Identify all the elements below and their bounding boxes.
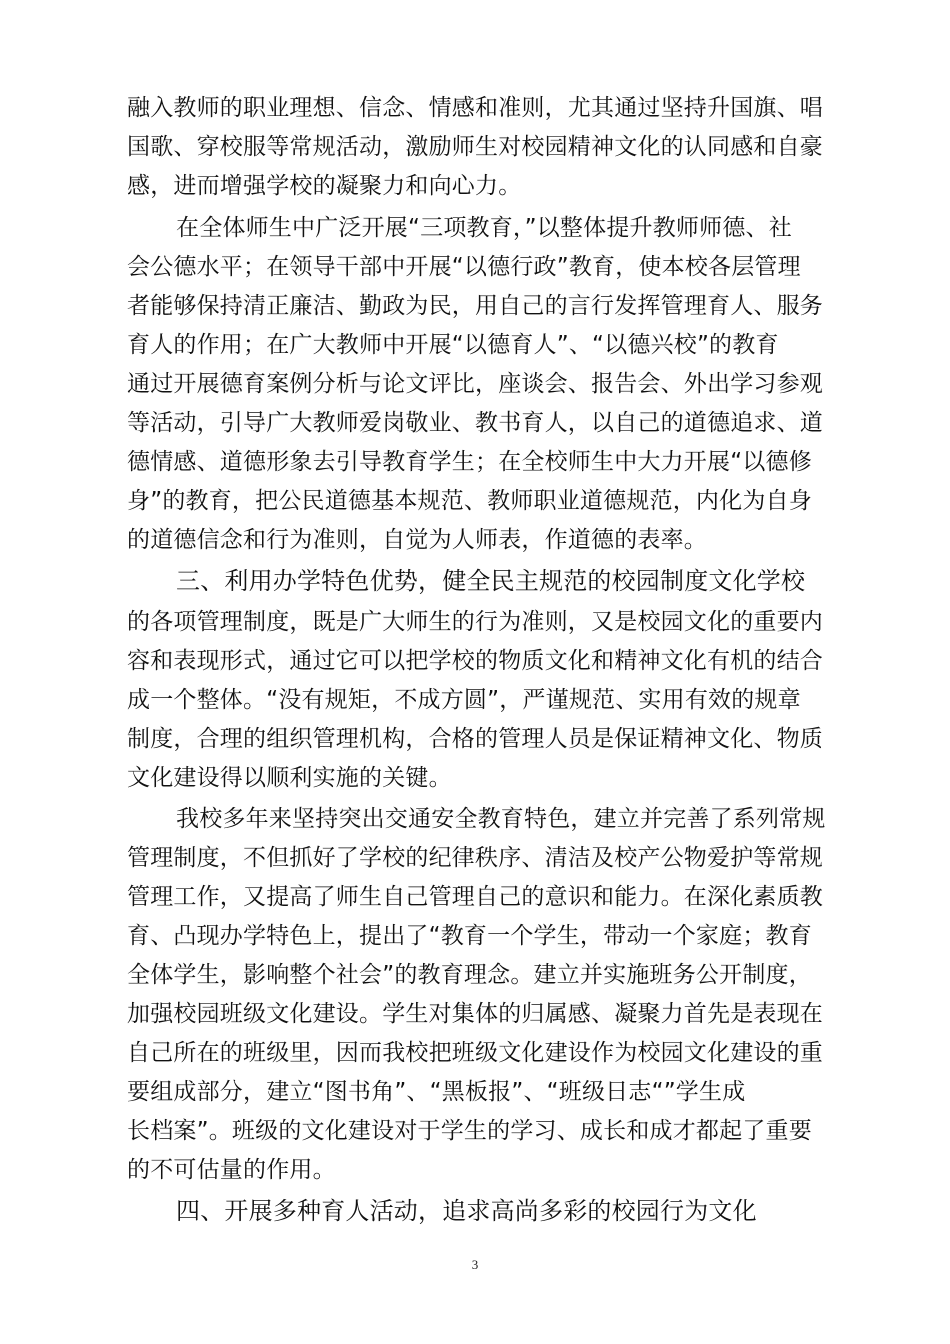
section-heading-4: 四、开展多种育人活动，追求高尚多彩的校园行为文化 [176,1197,757,1225]
text-line: 会公德水平；在领导干部中开展“以德行政”教育，使本校各层管理 [127,254,801,280]
text-line: 成一个整体。“没有规矩，不成方圆”，严谨规范、实用有效的规章 [127,687,801,713]
text-line: 加强校园班级文化建设。学生对集体的归属感、凝聚力首先是表现在 [127,1001,823,1027]
text-line: 德情感、道德形象去引导教育学生；在全校师生中大力开展“以德修 [127,449,812,475]
text-line: 的不可估量的作用。 [127,1157,336,1183]
text-line: 融入教师的职业理想、信念、情感和准则，尤其通过坚持升国旗、唱 [127,95,823,121]
paragraph-first-line: 在全体师生中广泛开展“三项教育，”以整体提升教师师德、社 [176,215,792,241]
text-line: 者能够保持清正廉洁、勤政为民，用自己的言行发挥管理育人、服务 [127,293,823,319]
text-line: 管理工作，又提高了师生自己管理自己的意识和能力。在深化素质教 [127,884,823,910]
text-line: 要组成部分，建立“图书角”、“黑板报”、“班级日志“”学生成 [127,1079,746,1105]
text-line: 身”的教育，把公民道德基本规范、教师职业道德规范，内化为自身 [127,488,812,514]
text-line: 长档案”。班级的文化建设对于学生的学习、成长和成才都起了重要 [127,1118,812,1144]
text-line: 全体学生，影响整个社会”的教育理念。建立并实施班务公开制度， [127,962,812,988]
text-line: 育人的作用；在广大教师中开展“以德育人”、“以德兴校”的教育 [127,332,779,358]
text-line: 容和表现形式，通过它可以把学校的物质文化和精神文化有机的结合 [127,648,823,674]
text-line: 通过开展德育案例分析与论文评比，座谈会、报告会、外出学习参观 [127,371,823,397]
text-line: 的各项管理制度，既是广大师生的行为准则，又是校园文化的重要内 [127,609,823,635]
page-number: 3 [471,1257,479,1272]
text-line: 感，进而增强学校的凝聚力和向心力。 [127,173,522,199]
paragraph-first-line: 我校多年来坚持突出交通安全教育特色，建立并完善了系列常规 [176,806,826,832]
section-heading-3: 三、利用办学特色优势，健全民主规范的校园制度文化学校 [176,567,806,595]
text-line: 等活动，引导广大教师爱岗敬业、教书育人，以自己的道德追求、道 [127,410,823,436]
text-line: 的道德信念和行为准则，自觉为人师表，作道德的表率。 [127,527,707,553]
text-line: 国歌、穿校服等常规活动，激励师生对校园精神文化的认同感和自豪 [127,134,823,160]
text-line: 制度，合理的组织管理机构，合格的管理人员是保证精神文化、物质 [127,726,823,752]
text-line: 育、凸现办学特色上，提出了“教育一个学生，带动一个家庭；教育 [127,923,812,949]
text-line: 管理制度，不但抓好了学校的纪律秩序、清洁及校产公物爱护等常规 [127,845,823,871]
text-line: 自己所在的班级里，因而我校把班级文化建设作为校园文化建设的重 [127,1040,823,1066]
text-line: 文化建设得以顺利实施的关键。 [127,765,452,791]
